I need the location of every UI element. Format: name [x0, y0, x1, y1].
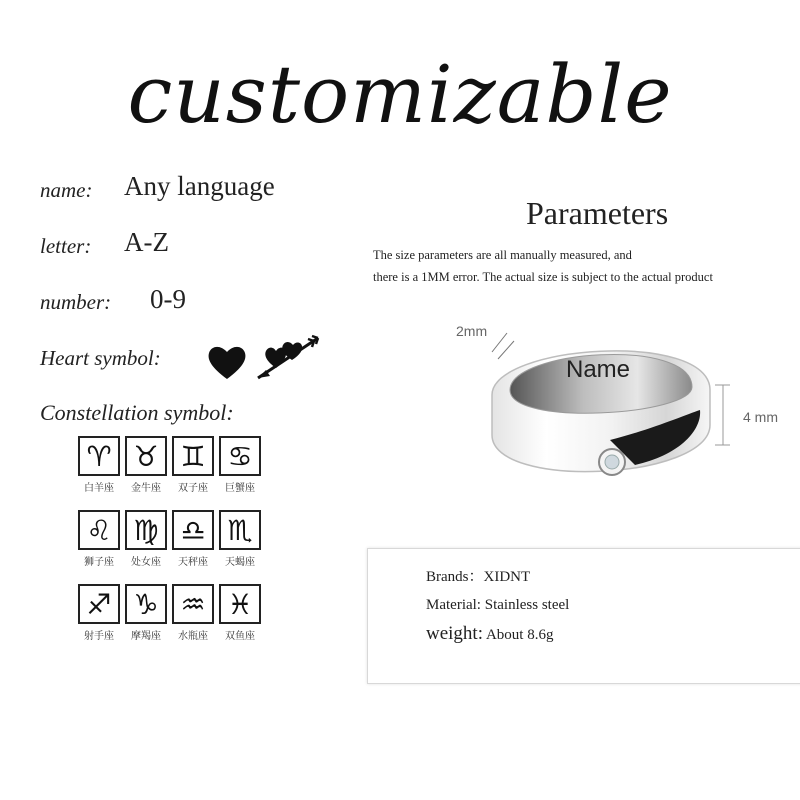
zodiac-cell — [172, 584, 218, 642]
zodiac-name: 处女座 — [131, 557, 161, 568]
zodiac-cell — [125, 436, 171, 494]
zodiac-cell — [78, 510, 124, 568]
libra-icon: ♎ — [172, 510, 214, 550]
weight-row — [426, 623, 553, 645]
heart-icon — [206, 343, 248, 381]
leo-icon: ♌ — [78, 510, 120, 550]
scorpio-icon: ♏ — [219, 510, 261, 550]
material-value: Stainless steel — [484, 597, 570, 613]
zodiac-name: 巨蟹座 — [225, 483, 255, 494]
spec-value-letter: A-Z — [124, 227, 169, 257]
capricorn-icon: ♑ — [125, 584, 167, 624]
zodiac-name: 天蝎座 — [225, 557, 255, 568]
ring-height-label: 4 mm — [743, 409, 778, 425]
ring-engraving: Name — [566, 356, 631, 383]
parameters-note-line1: The size parameters are all manually measured, and — [373, 248, 632, 262]
brand-row — [426, 565, 530, 586]
zodiac-cell — [219, 436, 265, 494]
zodiac-name: 水瓶座 — [178, 631, 208, 642]
zodiac-row-2 — [78, 510, 266, 568]
spec-label-letter: letter: — [40, 234, 92, 258]
spec-label-heart: Heart symbol: — [40, 346, 161, 370]
parameters-title: Parameters — [526, 195, 669, 231]
zodiac-name: 射手座 — [84, 631, 114, 642]
spec-value-name: Any language — [124, 171, 275, 201]
zodiac-cell — [172, 510, 218, 568]
zodiac-name: 狮子座 — [84, 557, 114, 568]
zodiac-name: 双鱼座 — [225, 631, 255, 642]
zodiac-name: 双子座 — [178, 483, 208, 494]
aquarius-icon: ♒ — [172, 584, 214, 624]
zodiac-cell — [78, 584, 124, 642]
virgo-icon: ♍ — [125, 510, 167, 550]
sagittarius-icon: ♐ — [78, 584, 120, 624]
cancer-icon: ♋ — [219, 436, 261, 476]
zodiac-row-1 — [78, 436, 266, 494]
heart-arrow-icon — [254, 330, 326, 382]
parameters-note-line2: there is a 1MM error. The actual size is subject to the actual product — [373, 270, 713, 284]
constellation-label: Constellation symbol: — [40, 400, 234, 425]
zodiac-name: 金牛座 — [131, 483, 161, 494]
gemini-icon: ♊ — [172, 436, 214, 476]
zodiac-cell — [219, 510, 265, 568]
zodiac-name: 白羊座 — [84, 483, 114, 494]
pisces-icon: ♓ — [219, 584, 261, 624]
zodiac-row-3 — [78, 584, 266, 642]
spec-value-number: 0-9 — [150, 284, 186, 314]
weight-value: About 8.6g — [485, 627, 554, 643]
zodiac-cell — [78, 436, 124, 494]
taurus-icon: ♉ — [125, 436, 167, 476]
spec-label-name: name: — [40, 178, 93, 202]
material-label: Material: — [426, 597, 481, 613]
brand-label: Brands： — [426, 569, 484, 585]
ring-width-label: 2mm — [456, 323, 488, 339]
page-title: customizable — [127, 48, 673, 141]
spec-label-number: number: — [40, 290, 112, 314]
zodiac-name: 天秤座 — [178, 557, 208, 568]
zodiac-cell — [172, 436, 218, 494]
aries-icon: ♈ — [78, 436, 120, 476]
material-row — [426, 597, 569, 614]
product-info-box — [367, 548, 800, 684]
weight-label: weight: — [426, 623, 483, 644]
zodiac-cell — [125, 584, 171, 642]
zodiac-cell — [219, 584, 265, 642]
brand-value: XIDNT — [483, 569, 531, 585]
zodiac-cell — [125, 510, 171, 568]
zodiac-name: 摩羯座 — [131, 631, 161, 642]
